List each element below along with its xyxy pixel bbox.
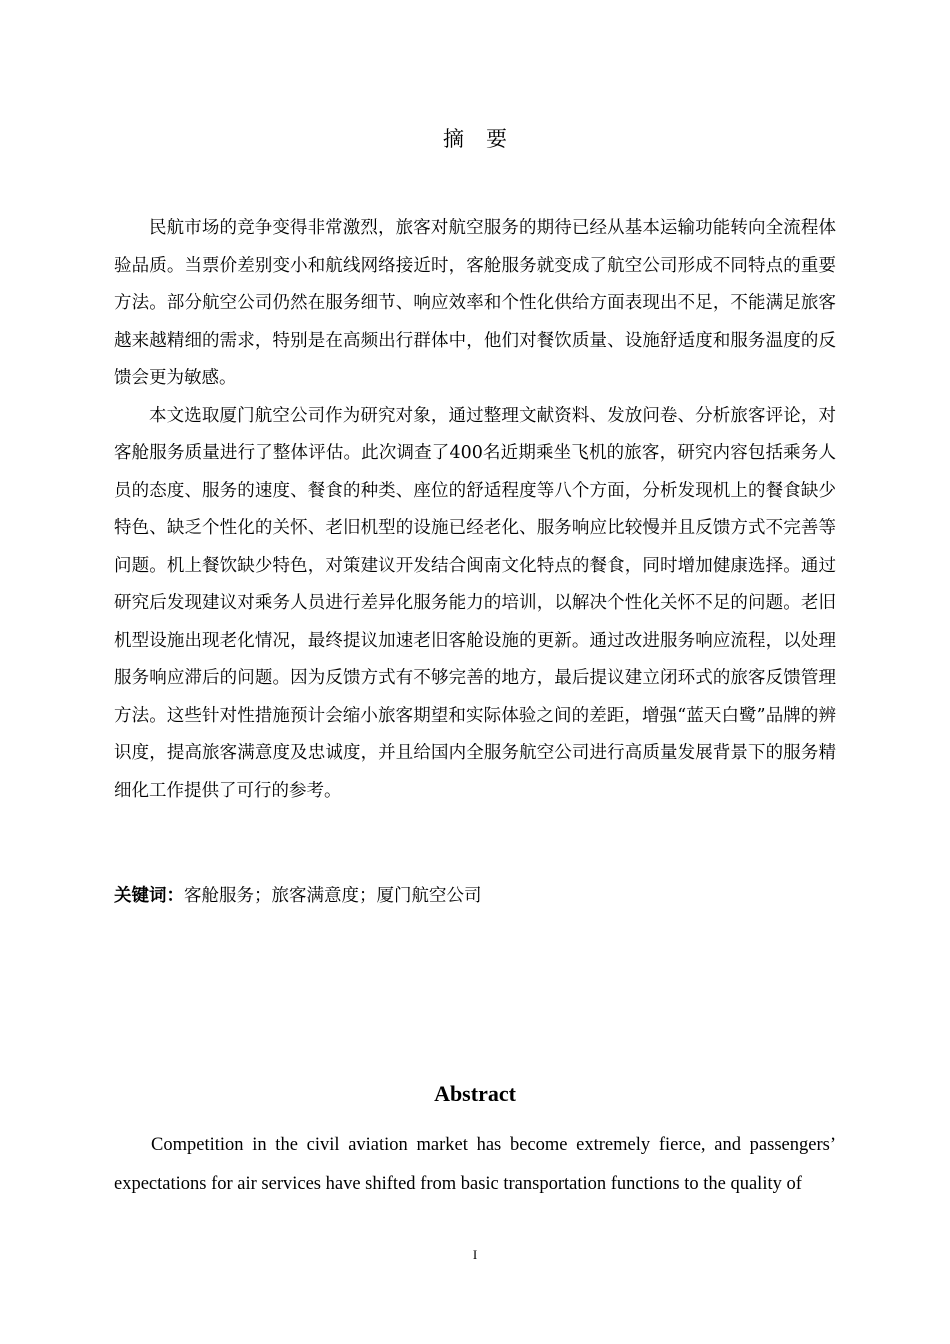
abstract-en-paragraph: Competition in the civil aviation market has become extremely fierce, and passengers’ expectations for air services have shifted from basic transportation functions to the quality of [114, 1135, 836, 1194]
abstract-en-title: Abstract [434, 1081, 516, 1106]
keywords-line [114, 880, 836, 912]
abstract-en-body [114, 1126, 836, 1204]
abstract-cn-paragraph: 民航市场的竞争变得非常激烈，旅客对航空服务的期待已经从基本运输功能转向全流程体验品质。当票价差别变小和航线网络接近时，客舱服务就变成了航空公司形成不同特点的重要方法。部分航空公司仍然在服务细节、响应效率和个性化供给方面表现出不足，不能满足旅客越来越精细的需求，特别是在高频出行群体中，他们对餐饮质量、设施舒适度和服务温度的反馈会更为敏感。 [114, 218, 836, 388]
keywords-text: 客舱服务；旅客满意度；厦门航空公司 [184, 886, 482, 906]
keywords-label: 关键词： [114, 886, 184, 906]
page-number: I [472, 1247, 478, 1262]
abstract-cn-body [114, 210, 836, 810]
abstract-cn-title: 摘要 [443, 127, 529, 151]
abstract-cn-paragraph: 本文选取厦门航空公司作为研究对象，通过整理文献资料、发放问卷、分析旅客评论，对客舱服务质量进行了整体评估。此次调查了400名近期乘坐飞机的旅客，研究内容包括乘务人员的态度、服务的速度、餐食的种类、座位的舒适程度等八个方面，分析发现机上的餐食缺少特色、缺乏个性化的关怀、老旧机型的设施已经老化、服务响应比较慢并且反馈方式不完善等问题。机上餐饮缺少特色，对策建议开发结合闽南文化特点的餐食，同时增加健康选择。通过研究后发现建议对乘务人员进行差异化服务能力的培训，以解决个性化关怀不足的问题。老旧机型设施出现老化情况，最终提议加速老旧客舱设施的更新。通过改进服务响应流程，以处理服务响应滞后的问题。因为反馈方式有不够完善的地方，最后提议建立闭环式的旅客反馈管理方法。这些针对性措施预计会缩小旅客期望和实际体验之间的差距，增强“蓝天白鹭”品牌的辨识度，提高旅客满意度及忠诚度，并且给国内全服务航空公司进行高质量发展背景下的服务精细化工作提供了可行的参考。 [114, 405, 836, 801]
